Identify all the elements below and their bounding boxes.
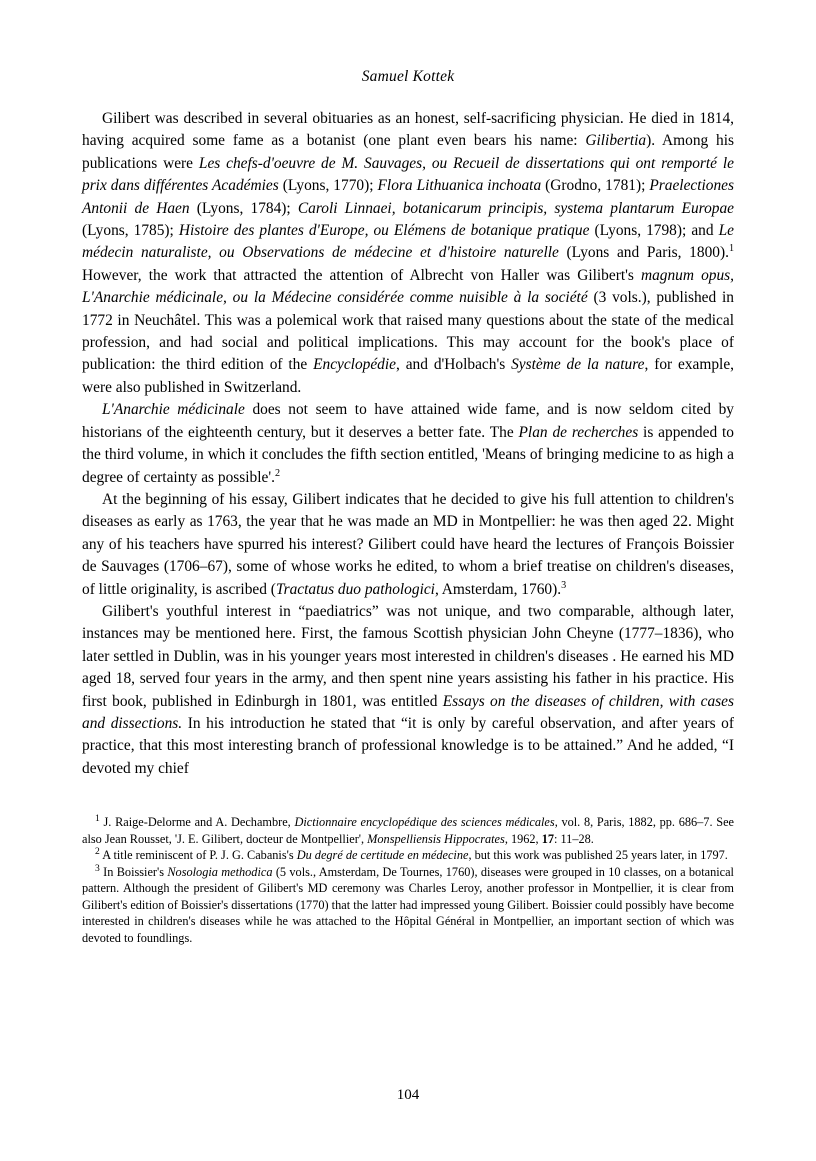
running-head: Samuel Kottek <box>361 68 455 85</box>
footnote: $^1$ J. Raige-Delorme and A. Dechambre, Dictionnaire encyclopédique des sciences médicales, vol. 8, Paris, 1882, pp. 686–7. See also Jean Rousset, 'J. E. Gilibert, docteur de Montpellier', Monspelliensis Hippocrates, 1962, 17: 11–28. <box>82 813 734 846</box>
paragraph: Gilibert's youthful interest in “paediatrics” was not unique, and two comparable, although later, instances may be mentioned here. First, the famous Scottish physician John Cheyne (1777–1836), who later settled in Dublin, was in his younger years most interested in children's diseases . He earned his MD aged 18, served four years in the army, and then spent nine years assisting his father in his practice. His first book, published in Edinburgh in 1801, was entitled Essays on the diseases of children, with cases and dissections. In his introduction he stated that “it is only by careful observation, and after years of practice, that this most interesting branch of professional knowledge is to be attained.” And he added, “I devoted my chief <box>82 602 734 777</box>
body-text <box>82 108 734 780</box>
paragraph: L'Anarchie médicinale does not seem to have attained wide fame, and is now seldom cited by historians of the eighteenth century, but it deserves a better fate. The Plan de recherches is appended to the third volume, in which it concludes the fifth section entitled, 'Means of bringing medicine to as high a degree of certainty as possible'.$^2$ <box>82 401 734 486</box>
paragraph: At the beginning of his essay, Gilibert indicates that he decided to give his full attention to children's diseases as early as 1763, the year that he was made an MD in Montpellier: he was then aged 22. Might any of his teachers have spurred his interest? Gilibert could have heard the lectures of François Boissier de Sauvages (1706–67), some of whose works he edited, to whom a brief treatise on children's diseases, of little originality, is ascribed (Tractatus duo pathologici, Amsterdam, 1760).$^3$ <box>82 490 734 598</box>
page-number: 104 <box>396 1087 420 1103</box>
footnote: $^3$ In Boissier's Nosologia methodica (5 vols., Amsterdam, De Tournes, 1760), diseases were grouped in 10 classes, on a botanical pattern. Although the president of Gilibert's MD ceremony was Charles Leroy, another professor in Montpellier, it is clear from Gilibert's edition of Boissier's dissertations (1770) that the latter had impressed young Gilibert. Boissier could possibly have become interested in children's diseases while he was attached to the Hôpital Général in Montpellier, an important section of which was devoted to foundlings. <box>82 862 734 945</box>
footnotes <box>82 814 734 946</box>
paragraph: Gilibert was described in several obituaries as an honest, self-sacrificing physician. He died in 1814, having acquired some fame as a botanist (one plant even bears his name: Gilibertia). Among his publications were Les chefs-d'oeuvre de M. Sauvages, ou Recueil de dissertations qui ont remporté le prix dans différentes Académies (Lyons, 1770); Flora Lithuanica inchoata (Grodno, 1781); Praelectiones Antonii de Haen (Lyons, 1784); Caroli Linnaei, botanicarum principis, systema plantarum Europae (Lyons, 1785); Histoire des plantes d'Europe, ou Elémens de botanique pratique (Lyons, 1798); and Le médecin naturaliste, ou Observations de médecine et d'histoire naturelle (Lyons and Paris, 1800).$^1$ However, the work that attracted the attention of Albrecht von Haller was Gilibert's magnum opus, L'Anarchie médicinale, ou la Médecine considérée comme nuisible à la société (3 vols.), published in 1772 in Neuchâtel. This was a polemical work that raised many questions about the state of the medical profession, and had social and political implications. This may account for the book's place of publication: the third edition of the Encyclopédie, and d'Holbach's Système de la nature, for example, were also published in Switzerland. <box>82 110 735 396</box>
footnote: $^2$ A title reminiscent of P. J. G. Cabanis's Du degré de certitude en médecine, but this work was published 25 years later, in 1797. <box>95 846 728 863</box>
